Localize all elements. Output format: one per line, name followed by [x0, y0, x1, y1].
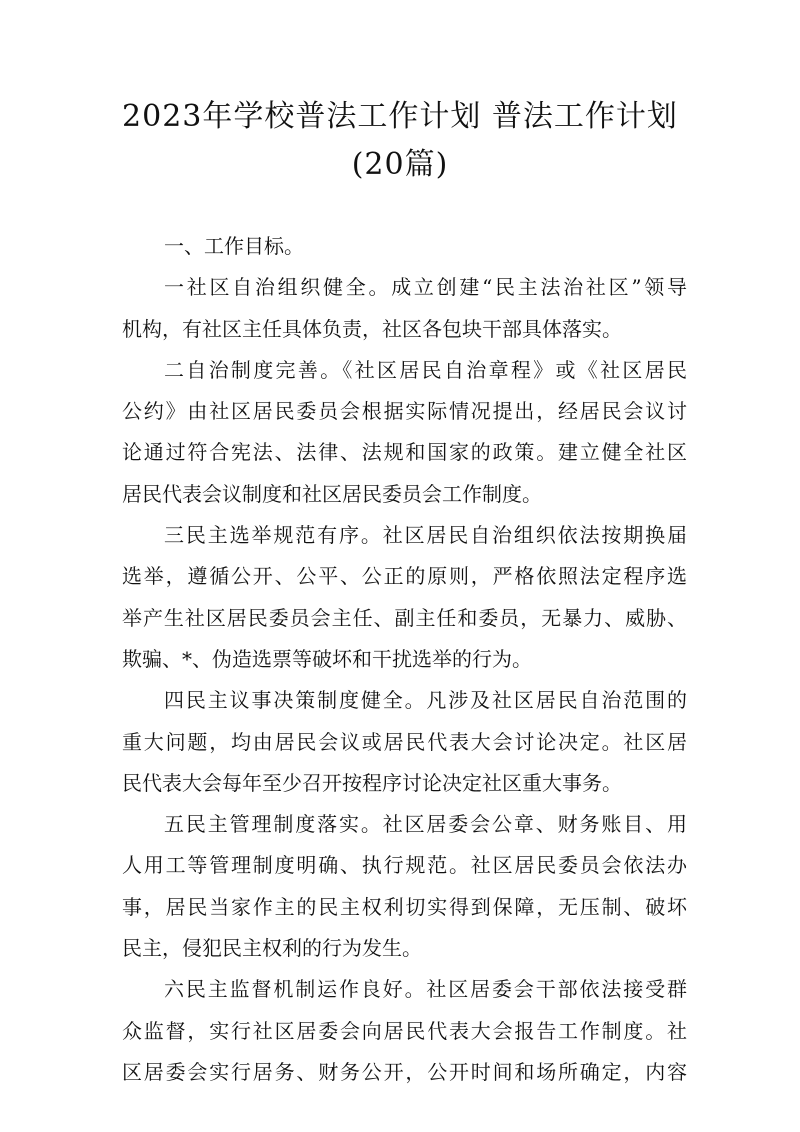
- text-line: 五民主管理制度落实。社区居委会公章、财务账目、用: [164, 812, 687, 837]
- document-title-line-1: 2023年学校普法工作计划 普法工作计划: [122, 99, 678, 134]
- text-line: 重大问题，均由居民会议或居民代表大会讨论决定。社区居: [122, 729, 687, 754]
- text-line: 民代表大会每年至少召开按程序讨论决定社区重大事务。: [122, 770, 622, 795]
- text-line: 人用工等管理制度明确、执行规范。社区居民委员会依法办: [122, 853, 687, 878]
- text-line: 三民主选举规范有序。社区居民自治组织依法按期换届: [164, 523, 687, 548]
- text-line: 区居委会实行居务、财务公开，公开时间和场所确定，内容: [122, 1059, 687, 1084]
- text-line: 欺骗、*、伪造选票等破坏和干扰选举的行为。: [122, 646, 532, 671]
- text-line: 民主，侵犯民主权利的行为发生。: [122, 936, 422, 961]
- text-line: 举产生社区居民委员会主任、副主任和委员，无暴力、威胁、: [122, 605, 687, 630]
- text-line: 一、工作目标。: [164, 234, 304, 258]
- text-line: 二自治制度完善。《社区居民自治章程》或《社区居民: [164, 357, 687, 382]
- text-line: 选举，遵循公开、公平、公正的原则，严格依照法定程序选: [122, 564, 687, 589]
- text-line: 论通过符合宪法、法律、法规和国家的政策。建立健全社区: [122, 440, 687, 465]
- text-line: 居民代表会议制度和社区居民委员会工作制度。: [122, 481, 542, 506]
- text-line: 公约》由社区居民委员会根据实际情况提出，经居民会议讨: [122, 399, 687, 424]
- text-line: 众监督，实行社区居委会向居民代表大会报告工作制度。社: [122, 1018, 687, 1043]
- text-line: 事，居民当家作主的民主权利切实得到保障，无压制、破坏: [122, 894, 687, 919]
- document-body: [122, 226, 687, 1093]
- document-title-line-2: (20篇): [351, 147, 449, 182]
- text-line: 六民主监督机制运作良好。社区居委会干部依法接受群: [164, 977, 687, 1002]
- text-line: 机构，有社区主任具体负责，社区各包块干部具体落实。: [122, 316, 622, 341]
- text-line: 四民主议事决策制度健全。凡涉及社区居民自治范围的: [164, 688, 687, 713]
- text-line: 一社区自治组织健全。成立创建“民主法治社区”领导: [164, 275, 687, 300]
